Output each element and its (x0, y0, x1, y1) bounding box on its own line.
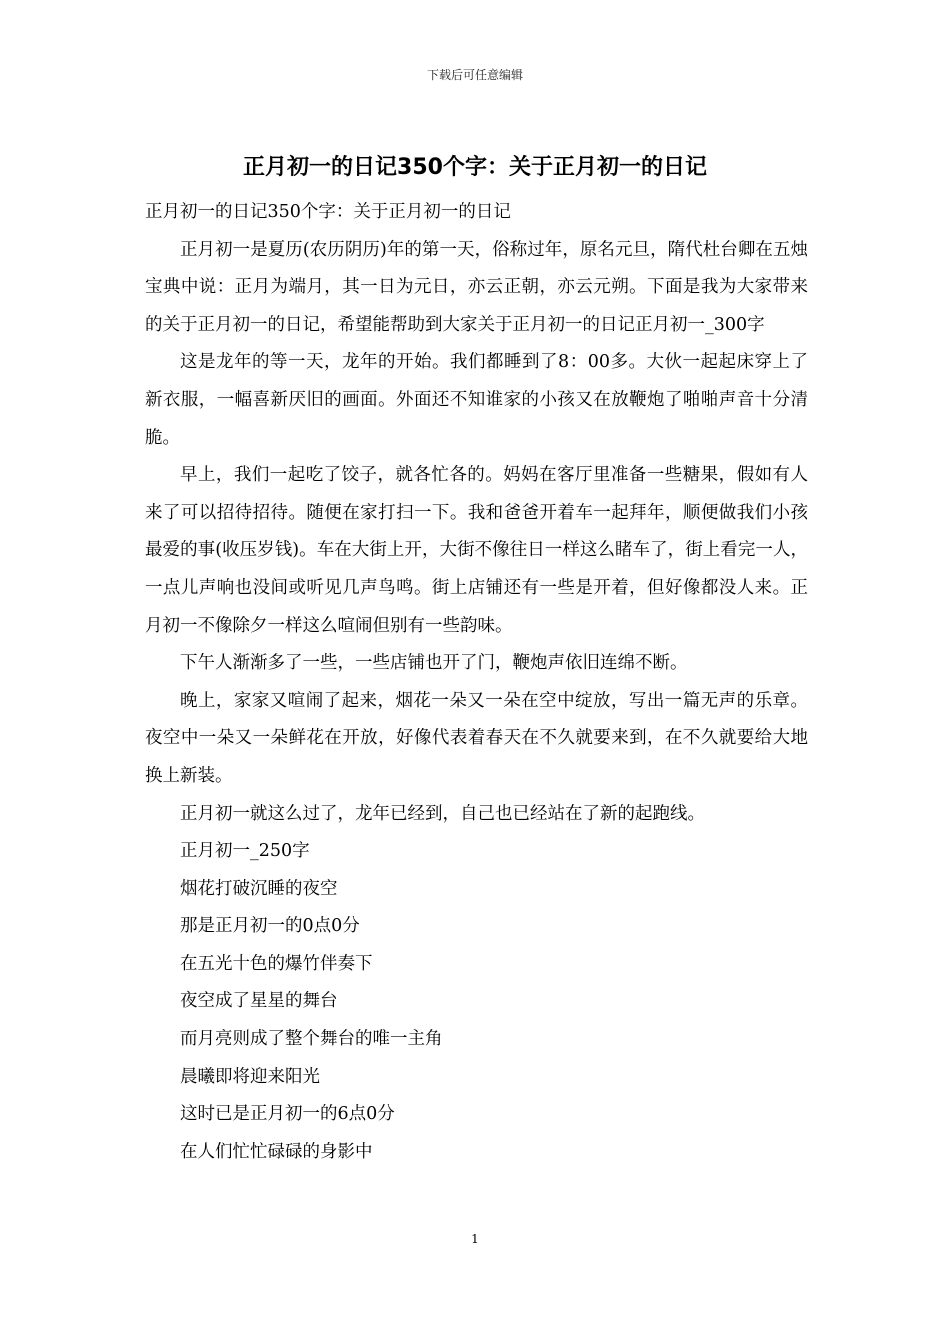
header-note: 下载后可任意编辑 (426, 68, 523, 82)
poem-line: 夜空成了星星的舞台 (180, 991, 338, 1012)
paragraph: 这是龙年的等一天，龙年的开始。我们都睡到了8：00多。大伙一起起床穿上了新衣服，一幅喜新厌旧的画面。外面还不知谁家的小孩又在放鞭炮了啪啪声音十分清脆。 (145, 352, 808, 448)
section-heading: 正月初一_250字 (180, 841, 310, 862)
poem-line: 在人们忙忙碌碌的身影中 (180, 1141, 373, 1162)
poem-line: 烟花打破沉睡的夜空 (180, 878, 338, 899)
poem-line: 而月亮则成了整个舞台的唯一主角 (180, 1029, 443, 1050)
paragraph: 正月初一是夏历(农历阴历)年的第一天，俗称过年，原名元旦，隋代杜台卿在五烛宝典中说：正月为端月，其一日为元日，亦云正朝，亦云元朔。下面是我为大家带来的关于正月初一的日记，希望能帮助到大家关于正月初一的日记正月初一_300字 (145, 239, 808, 335)
paragraph-subtitle: 正月初一的日记350个字：关于正月初一的日记 (145, 202, 511, 222)
page-number: 1 (471, 1232, 479, 1246)
poem-line: 晨曦即将迎来阳光 (180, 1066, 320, 1087)
paragraph: 正月初一就这么过了，龙年已经到，自己也已经站在了新的起跑线。 (180, 803, 705, 824)
poem-line: 这时已是正月初一的6点0分 (180, 1104, 395, 1125)
paragraph: 下午人渐渐多了一些，一些店铺也开了门，鞭炮声依旧连绵不断。 (180, 653, 688, 674)
poem-line: 在五光十色的爆竹伴奏下 (180, 953, 373, 974)
paragraph: 早上，我们一起吃了饺子，就各忙各的。妈妈在客厅里准备一些糖果，假如有人来了可以招待招待。随便在家打扫一下。我和爸爸开着车一起拜年，顺便做我们小孩最爱的事(收压岁钱)。车在大街上开，大街不像往日一样这么睹车了，街上看完一人，一点儿声响也没间或听见几声鸟鸣。街上店铺还有一些是开着，但好像都没人来。正月初一不像除夕一样这么喧闹但别有一些韵味。 (145, 465, 808, 636)
document-title: 正月初一的日记350个字：关于正月初一的日记 (243, 155, 707, 180)
document-body (145, 194, 808, 1171)
poem-line: 那是正月初一的0点0分 (180, 916, 360, 937)
paragraph: 晚上，家家又喧闹了起来，烟花一朵又一朵在空中绽放，写出一篇无声的乐章。夜空中一朵又一朵鲜花在开放，好像代表着春天在不久就要来到，在不久就要给大地换上新装。 (145, 690, 808, 786)
